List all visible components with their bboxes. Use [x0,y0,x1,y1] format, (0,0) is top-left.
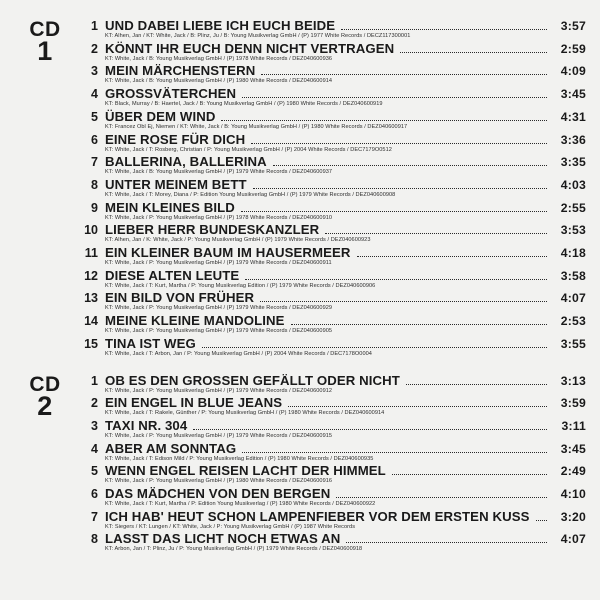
track-credit: KT: White, Jack / P: Young Musikverlag GmbH / (P) 1979 White Records / DEZ040600929 [105,305,333,312]
track-credit: KT: White, Jack / T: Rosberg, Christian / P: Young Musikverlag GmbH / (P) 2004 White Records / DEC7179O0512 [105,146,392,153]
disc-label-number: 2 [37,390,53,421]
track-title: EINE ROSE FÜR DICH [105,131,246,147]
disc-label-word: CD [29,18,61,41]
track-row[interactable] [76,509,586,531]
track-number: 5 [91,109,98,124]
track-number: 15 [84,336,98,351]
leader-dots [251,136,547,144]
track-duration: 4:07 [560,532,586,547]
leader-dots [242,445,547,453]
track-credit: KT: White, Jack / P: Young Musikverlag GmbH / (P) 1979 White Records / DEZ040600911 [105,260,332,267]
track-title: DIESE ALTEN LEUTE [105,267,240,283]
track-number: 6 [91,132,98,147]
track-title: EIN ENGEL IN BLUE JEANS [105,395,283,411]
track-credit: KT: Black, Murray / B: Haertel, Jack / B: Young Musikverlag GmbH / (P) 1980 White Records / DEZ040600919 [105,101,383,108]
track-title: ABER AM SONNTAG [105,440,237,456]
track-duration: 4:31 [560,109,586,124]
track-duration: 3:45 [560,441,586,456]
track-row[interactable] [76,109,586,131]
track-row[interactable] [76,200,586,222]
track-list-1 [76,18,586,359]
leader-dots [241,204,547,212]
track-credit: KT: White, Jack / T: Edison Mild / P: Young Musikverlag Edition / (P) 1980 White Records / DEZ040600935 [105,455,374,462]
track-row[interactable] [76,373,586,395]
track-credit: KT: White, Jack / P: Young Musikverlag GmbH / (P) 1978 White Records / DEZ040600910 [105,214,333,221]
track-credit: KT: White, Jack / P: Young Musikverlag GmbH / (P) 1980 White Records / DEZ040600916 [105,478,333,485]
leader-dots [260,294,547,302]
track-credit: KT: Siegers / KT: Lungen / KT: White, Jack / P: Young Musikverlag GmbH / (P) 1987 White Records [105,523,356,530]
leader-dots [245,272,547,280]
track-duration: 4:07 [560,291,586,306]
track-title: LIEBER HERR BUNDESKANZLER [105,222,320,238]
track-number: 8 [91,177,98,192]
track-duration: 2:55 [560,200,586,215]
track-title: UNTER MEINEM BETT [105,176,247,192]
leader-dots [253,181,547,189]
track-duration: 3:59 [560,396,586,411]
track-row[interactable] [76,336,586,358]
leader-dots [325,226,547,234]
track-number: 3 [91,418,98,433]
track-credit: KT: White, Jack / B: Young Musikverlag GmbH / (P) 1978 White Records / DEZ040600936 [105,55,333,62]
track-duration: 4:03 [560,177,586,192]
disc-label-number: 1 [37,36,53,67]
track-row[interactable] [76,63,586,85]
track-credit: KT: Francez Obl Ej, Niemen / KT: White, Jack / B: Young Musikverlag GmbH / (P) 1980 White Records / DEZ040600917 [105,123,408,130]
track-number: 13 [84,291,98,306]
leader-dots [288,399,547,407]
track-row[interactable] [76,154,586,176]
leader-dots [242,90,547,98]
track-number: 7 [91,509,98,524]
track-number: 12 [84,268,98,283]
track-duration: 2:49 [560,464,586,479]
leader-dots [336,490,547,498]
track-list-2 [76,373,586,555]
track-duration: 4:10 [560,487,586,502]
track-number: 2 [91,41,98,56]
track-number: 7 [91,155,98,170]
track-row[interactable] [76,313,586,335]
track-title: LASST DAS LICHT NOCH ETWAS AN [105,531,341,547]
leader-dots [406,377,547,385]
track-number: 1 [91,373,98,388]
leader-dots [357,249,547,257]
track-row[interactable] [76,441,586,463]
track-credit: KT: Alhen, Jan / K: White, Jack / P: Young Musikverlag GmbH / (P) 1979 White Records / DEZ040600923 [105,237,371,244]
track-credit: KT: White, Jack / T: Rakele, Günther / P: Young Musikverlag GmbH / (P) 1980 White Records / DEZ040600914 [105,410,385,417]
leader-dots [261,67,547,75]
track-row[interactable] [76,132,586,154]
track-row[interactable] [76,41,586,63]
track-title: DAS MÄDCHEN VON DEN BERGEN [105,486,331,502]
leader-dots [346,535,547,543]
leader-dots [221,113,547,121]
track-credit: KT: White, Jack / B: Young Musikverlag GmbH / (P) 1980 White Records / DEZ040600914 [105,78,333,85]
track-number: 2 [91,396,98,411]
track-row[interactable] [76,463,586,485]
track-title: UND DABEI LIEBE ICH EUCH BEIDE [105,18,336,33]
disc-separator [14,359,586,373]
leader-dots [193,422,547,430]
track-duration: 3:55 [560,336,586,351]
track-number: 14 [84,314,98,329]
track-duration: 2:53 [560,314,586,329]
track-number: 6 [91,487,98,502]
track-row[interactable] [76,86,586,108]
track-duration: 3:58 [560,268,586,283]
track-title: ÜBER DEM WIND [105,108,216,124]
track-credit: KT: White, Jack / T: Morey, Diana / P: Edition Young Musikverlag GmbH / (P) 1979 White Records / DEZ040600908 [105,191,396,198]
track-duration: 4:18 [560,246,586,261]
track-duration: 4:09 [560,64,586,79]
track-title: KÖNNT IHR EUCH DENN NICHT VERTRAGEN [105,40,395,56]
track-number: 3 [91,64,98,79]
track-number: 9 [91,200,98,215]
track-credit: KT: Alhen, Jan / KT: White, Jack / B: Plinz, Ju / B: Young Musikverlag GmbH / (P) 1977 White Records / DECZ117300001 [105,33,411,39]
track-row[interactable] [76,486,586,508]
leader-dots [341,22,547,30]
track-number: 10 [84,223,98,238]
track-title: GROSSVÄTERCHEN [105,86,237,102]
track-row[interactable] [76,418,586,440]
leader-dots [392,467,547,475]
track-row[interactable] [76,290,586,312]
track-number: 4 [91,441,98,456]
track-title: ICH HAB' HEUT SCHON LAMPENFIEBER VOR DEM ERSTEN KUSS [105,508,530,524]
disc-label-1 [14,18,76,65]
track-duration: 3:20 [560,509,586,524]
disc-block-2 [14,373,586,555]
track-row[interactable] [76,245,586,267]
track-number: 5 [91,464,98,479]
track-duration: 3:13 [560,373,586,388]
track-number: 11 [84,246,98,261]
track-row[interactable] [76,268,586,290]
leader-dots [536,513,547,521]
track-credit: KT: White, Jack / P: Young Musikverlag GmbH / (P) 1979 White Records / DEZ040600912 [105,387,333,394]
track-credit: KT: White, Jack / P: Young Musikverlag GmbH / (P) 1979 White Records / DEZ040600915 [105,432,333,439]
disc-label-2 [14,373,76,420]
track-row[interactable] [76,177,586,199]
track-row[interactable] [76,395,586,417]
track-credit: KT: White, Jack / T: Kurt, Martha / P: Young Musikverlag Edition / (P) 1979 White Records / DEZ040600906 [105,282,376,289]
leader-dots [202,340,547,348]
track-title: EIN KLEINER BAUM IM HAUSERMEER [105,245,351,261]
track-duration: 3:53 [560,223,586,238]
track-title: MEINE KLEINE MANDOLINE [105,313,285,329]
track-title: TAXI NR. 304 [105,417,188,433]
track-row[interactable] [76,222,586,244]
track-credit: KT: White, Jack / B: Young Musikverlag GmbH / (P) 1979 White Records / DEZ040600937 [105,169,333,176]
track-title: BALLERINA, BALLERINA [105,154,267,170]
track-duration: 3:57 [560,19,586,33]
track-title: MEIN KLEINES BILD [105,199,235,215]
track-credit: KT: Arbon, Jan / T: Plinz, Ju / P: Young Musikverlag GmbH / (P) 1979 White Records / DEZ040600918 [105,546,363,553]
track-number: 1 [91,19,98,33]
track-title: MEIN MÄRCHENSTERN [105,63,256,79]
track-credit: KT: White, Jack / P: Young Musikverlag GmbH / (P) 1979 White Records / DEZ040600905 [105,328,333,335]
track-duration: 3:35 [560,155,586,170]
leader-dots [400,45,547,53]
track-title: EIN BILD VON FRÜHER [105,290,255,306]
track-duration: 3:36 [560,132,586,147]
track-title: OB ES DEN GROSSEN GEFÄLLT ODER NICHT [105,372,400,388]
leader-dots [273,158,547,166]
track-credit: KT: White, Jack / T: Kurt, Martha / P: Edition Young Musikverlag / (P) 1980 White Records / DEZ040600922 [105,501,376,508]
track-number: 4 [91,87,98,102]
track-duration: 3:11 [561,418,586,433]
leader-dots [291,317,547,325]
track-duration: 3:45 [560,87,586,102]
track-row[interactable] [76,531,586,553]
disc-label-word: CD [29,372,61,396]
track-duration: 2:59 [560,41,586,56]
track-credit: KT: White, Jack / T: Arbon, Jan / P: Young Musikverlag GmbH / (P) 2004 White Records / DEC7178O0004 [105,350,372,357]
disc-block-1 [14,18,586,359]
track-row[interactable] [76,18,586,40]
track-number: 8 [91,532,98,547]
track-title: WENN ENGEL REISEN LACHT DER HIMMEL [105,463,386,479]
track-title: TINA IST WEG [105,335,196,351]
